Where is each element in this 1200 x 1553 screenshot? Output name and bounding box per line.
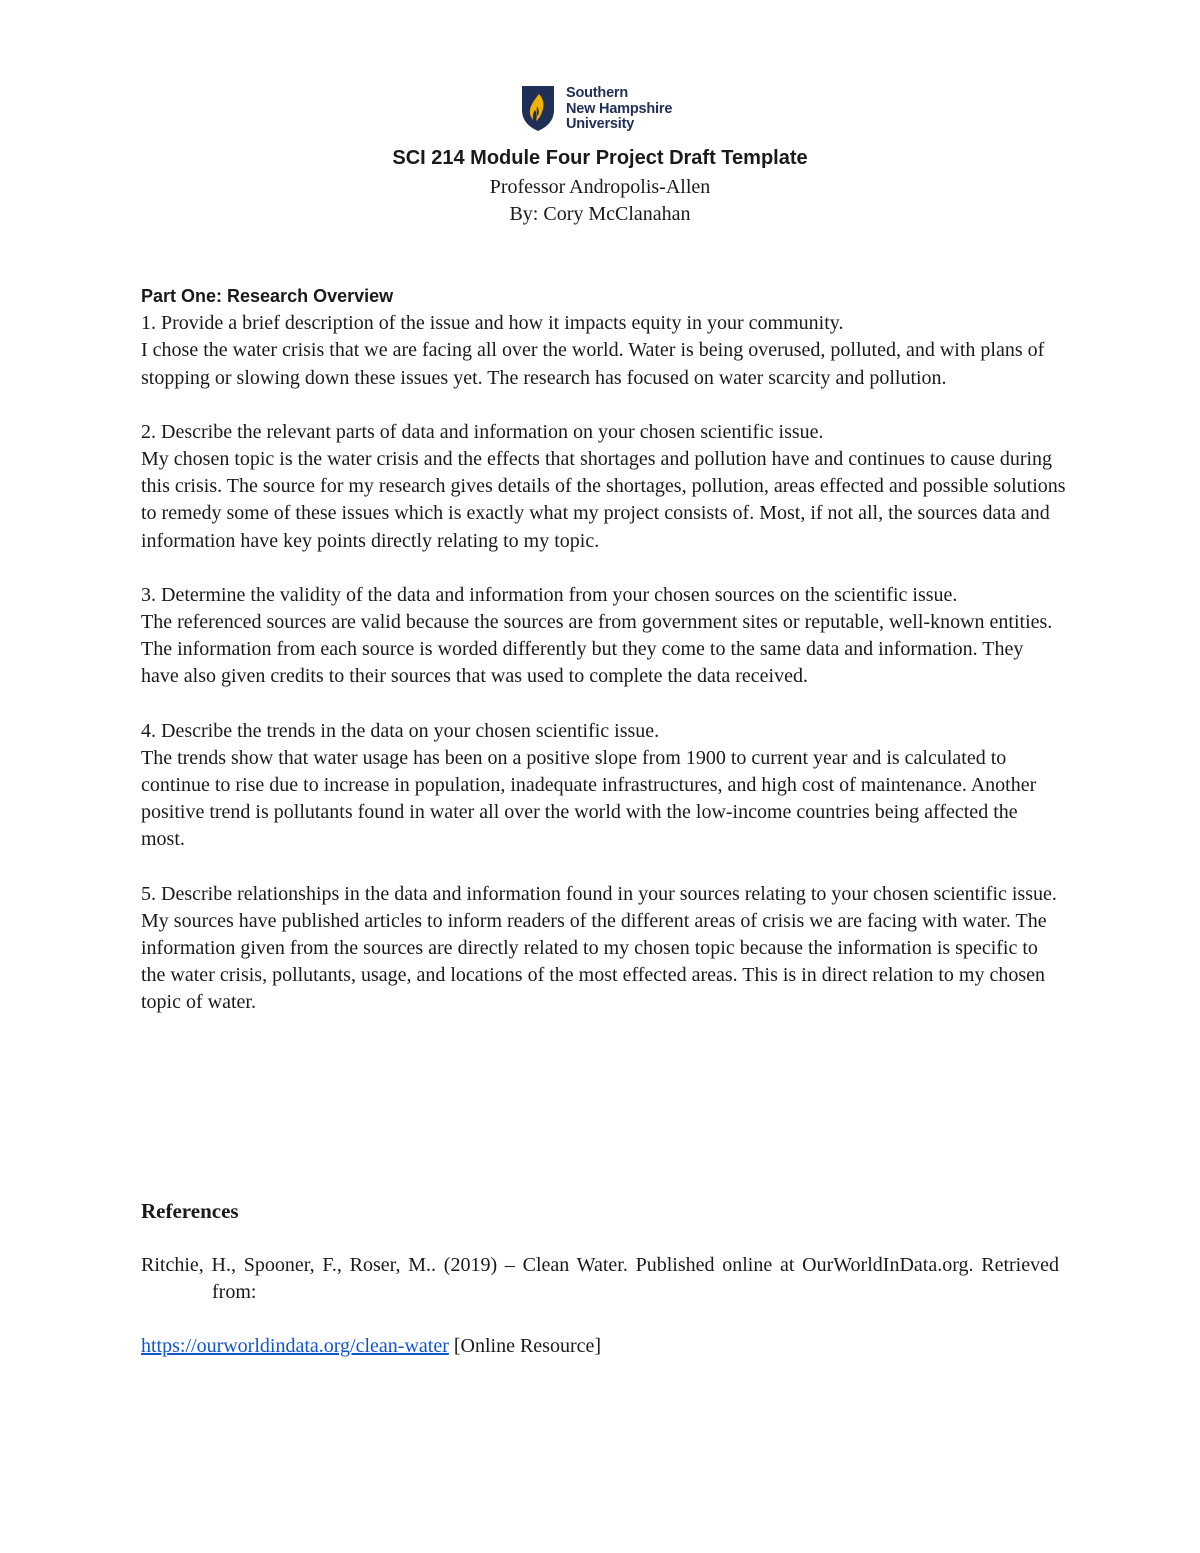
- snhu-shield-flame-icon: [520, 84, 556, 132]
- question-text: 5. Describe relationships in the data and information found in your sources relating to your chosen scientific issue.: [141, 882, 1057, 905]
- question-text: 3. Determine the validity of the data and information from your chosen sources on the scientific issue.: [141, 583, 958, 606]
- answer-text: The trends show that water usage has been on a positive slope from 1900 to current year and is calculated to continue to rise due to increase in population, inadequate infrastructures, and high cost of maintenance. Another positive trend is pollutants found in water all over the world with the low-income countries being affected the most.: [141, 746, 1037, 851]
- question-text: 1. Provide a brief description of the issue and how it impacts equity in your community.: [141, 312, 844, 335]
- section-heading: Part One: Research Overview: [141, 286, 394, 306]
- research-overview-section: [141, 283, 1066, 1044]
- answer-text: My sources have published articles to inform readers of the different areas of crisis we are facing with water. The information given from the sources are directly related to my chosen topic because the information is specific to the water crisis, pollutants, usage, and locations of the most effected areas. This is in direct relation to my chosen topic of water.: [141, 909, 1047, 1014]
- logo-line-1: Southern: [566, 85, 629, 101]
- university-logo: [520, 84, 690, 134]
- question-text: 4. Describe the trends in the data on your chosen scientific issue.: [141, 719, 660, 742]
- question-block-1: [141, 310, 1066, 392]
- answer-text: I chose the water crisis that we are facing all over the world. Water is being overused, polluted, and with plans of stopping or slowing down these issues yet. The research has focused on water scarcity and pollution.: [141, 339, 1045, 389]
- logo-line-2: New Hampshire: [566, 100, 673, 117]
- reference-link-line: [141, 1333, 1059, 1360]
- question-block-2: [141, 419, 1066, 555]
- logo-line-3: University: [566, 116, 635, 132]
- references-section: [141, 1198, 1059, 1360]
- university-name: [566, 86, 672, 133]
- question-block-4: [141, 718, 1066, 854]
- document-title: SCI 214 Module Four Project Draft Template: [392, 147, 808, 169]
- reference-citation: Ritchie, H., Spooner, F., Roser, M.. (2019) – Clean Water. Published online at OurWorldInData.org. Retrieved from:: [141, 1254, 1059, 1303]
- reference-link[interactable]: https://ourworldindata.org/clean-water: [141, 1335, 449, 1357]
- answer-text: The referenced sources are valid because the sources are from government sites or reputable, well-known entities. The information from each source is worded differently but they come to the same data and information. They have also given credits to their sources that was used to complete the data received.: [141, 611, 1053, 688]
- references-heading: References: [141, 1199, 239, 1223]
- question-block-5: [141, 881, 1066, 1017]
- professor-name: Professor Andropolis-Allen: [489, 176, 711, 198]
- author-name: By: Cory McClanahan: [509, 203, 691, 225]
- reference-link-suffix: [Online Resource]: [448, 1335, 602, 1357]
- question-text: 2. Describe the relevant parts of data and information on your chosen scientific issue.: [141, 420, 824, 443]
- question-block-3: [141, 582, 1066, 691]
- answer-text: My chosen topic is the water crisis and the effects that shortages and pollution have and continues to cause during this crisis. The source for my research gives details of the shortages, pollution, areas effected and possible solutions to remedy some of these issues which is exactly what my project consists of. Most, if not all, the sources data and information have key points directly relating to my topic.: [141, 448, 1066, 552]
